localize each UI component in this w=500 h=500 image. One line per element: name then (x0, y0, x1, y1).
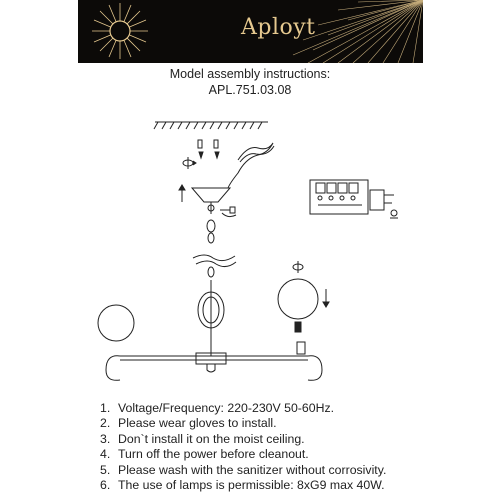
instruction-item: 6. The use of lamps is permissible: 8xG9 max 40W. (100, 478, 385, 493)
ceiling-icon (154, 122, 268, 129)
instruction-item: 3. Don`t install it on the moist ceiling. (100, 431, 305, 446)
ground-icon (390, 210, 398, 218)
instruction-item: 1. Voltage/Frequency: 220-230V 50-60Hz. (100, 401, 335, 415)
arrow-down-icon (323, 289, 329, 307)
terminal-block (310, 180, 394, 214)
instruction-list (100, 401, 386, 493)
document-title: Model assembly instructions: (169, 67, 331, 81)
rotate-icon (183, 157, 196, 169)
instruction-item: 5. Please wash with the sanitizer without corrosivity. (100, 462, 387, 477)
instruction-item: 4. Turn off the power before cleanout. (100, 447, 309, 462)
rotate-icon-2 (293, 261, 303, 273)
instruction-item: 2. Please wear gloves to install. (100, 416, 277, 431)
model-number: APL.751.03.08 (208, 83, 292, 97)
arrow-up-icon (179, 185, 185, 202)
brand-name: Aployt (241, 15, 316, 40)
screw-icon (198, 140, 219, 158)
